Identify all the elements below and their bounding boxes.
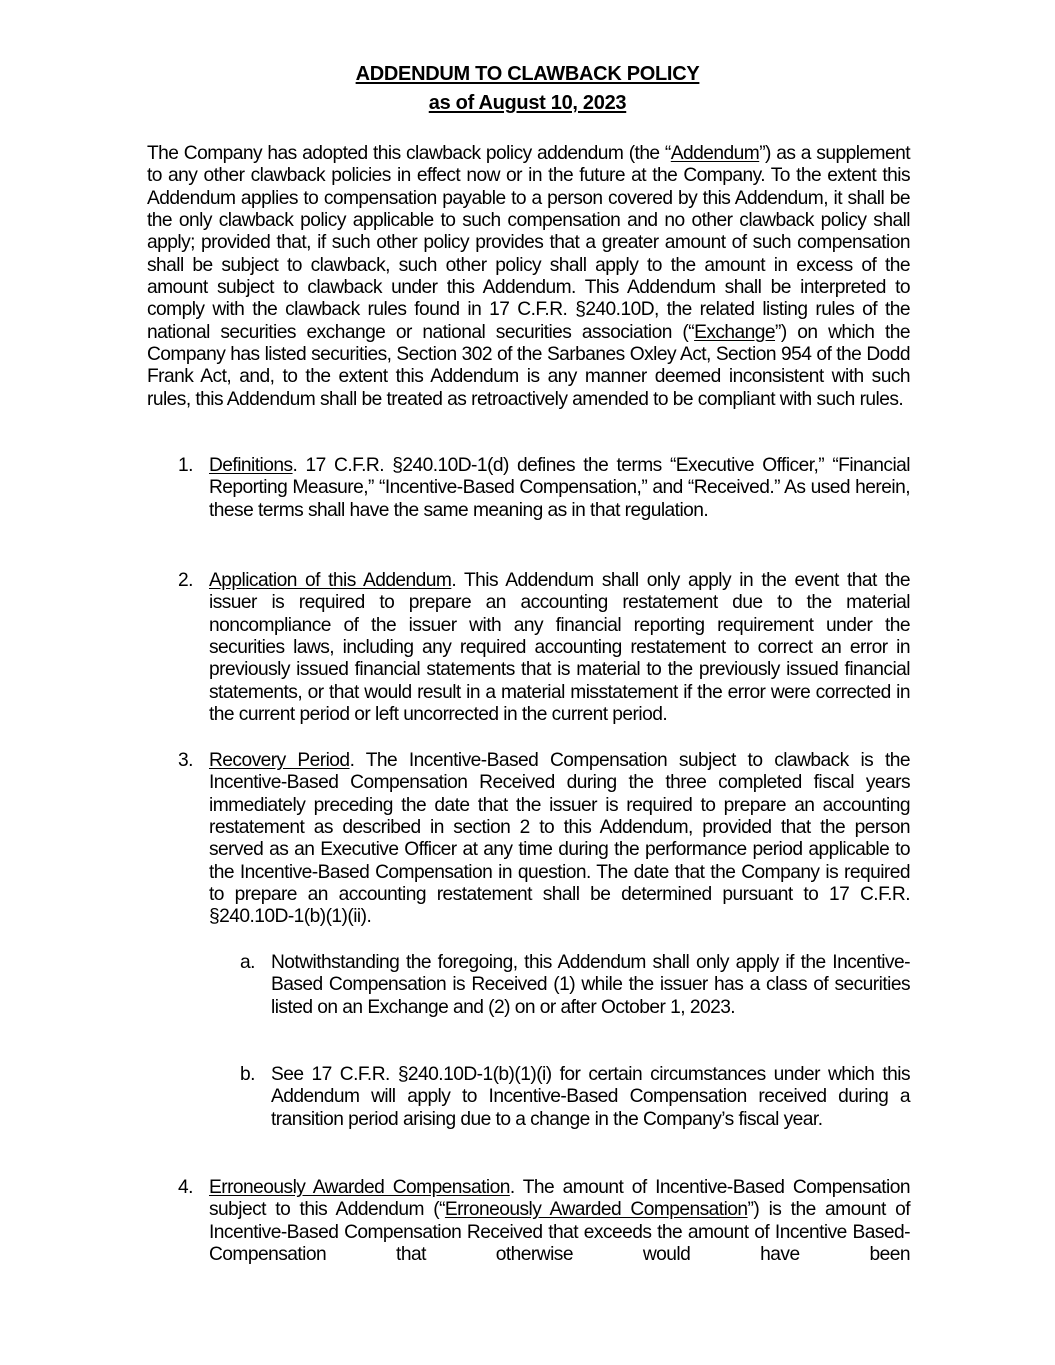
section-body: [209, 750, 910, 929]
subsection-text: See 17 C.F.R. §240.10D-1(b)(1)(i) for certain circumstances under which this Addendum will apply to Incentive-Based Compensation received during a transition period arising due to a change in the Company’s fiscal year.: [271, 1064, 910, 1130]
intro-text-2: ”) as a supplement to any other clawback policies in effect now or in the future at the Company. To the extent this Addendum applies to compensation payable to a person covered by this Addendum, it shall be the only clawback policy applicable to such compensation and no other clawback policy shall apply; provided that, if such other policy provides that a greater amount of such compensation shall be subject to clawback, such other policy shall apply to the amount in excess of the amount subject to clawback under this Addendum. This Addendum shall be interpreted to comply with the clawback rules found in 17 C.F.R. §240.10D, the related listing rules of the national securities exchange or national securities association (“: [147, 143, 910, 343]
section-4: [178, 1177, 910, 1266]
section-3: [178, 750, 910, 929]
subsection-3a: [240, 952, 910, 1019]
section-text: . This Addendum shall only apply in the event that the issuer is required to prepare an accounting restatement due to the material noncompliance of the issuer with any financial reporting requirement under the securities laws, including any required accounting restatement to correct an error in previously issued financial statements that is material to the previously issued financial statements, or that would result in a material misstatement if the error were corrected in the current period or left uncorrected in the current period.: [209, 570, 910, 726]
document-title: [0, 63, 1055, 86]
intro-text-3: ”) on which the Company has listed securities, Section 302 of the Sarbanes Oxley Act, Section 954 of the Dodd Frank Act, and, to the extent this Addendum is any manner deemed inconsistent with such rules, this Addendum shall be treated as retroactively amended to be compliant with such rules.: [147, 321, 911, 410]
intro-paragraph: [147, 143, 910, 411]
subsection-letter: b.: [240, 1064, 255, 1085]
section-body: [209, 1177, 910, 1266]
section-2: [178, 570, 910, 726]
section-heading: Application of this Addendum: [209, 570, 452, 591]
defined-term-erroneously-awarded: Erroneously Awarded Compensation: [444, 1199, 748, 1221]
section-text: . The Incentive-Based Compensation subject to clawback is the Incentive-Based Compensation Received during the three completed fiscal years immediately preceding the date that the issuer is required to prepare an accounting restatement as described in section 2 to this Addendum, provided that the person served as an Executive Officer at any time during the performance period applicable to the Incentive-Based Compensation in question. The date that the Company is required to prepare an accounting restatement shall be determined pursuant to 17 C.F.R. §240.10D-1(b)(1)(ii).: [209, 750, 911, 928]
section-number: 2.: [178, 570, 193, 591]
section-number: 1.: [178, 455, 193, 476]
subsection-letter: a.: [240, 952, 255, 973]
section-heading: Definitions: [209, 455, 293, 476]
subsection-3b: [240, 1064, 910, 1131]
intro-text-1: The Company has adopted this clawback policy addendum (the “: [147, 143, 671, 164]
section-heading: Erroneously Awarded Compensation: [209, 1177, 510, 1198]
section-text: . 17 C.F.R. §240.10D-1(d) defines the terms “Executive Officer,” “Financial Reporting Measure,” “Incentive-Based Compensation,” and “Received.” As used herein, these terms shall have the same meaning as in that regulation.: [209, 455, 910, 521]
section-body: [209, 570, 910, 726]
section-text: . The amount of Incentive-Based Compensation subject to this Addendum (“: [209, 1177, 911, 1221]
section-heading: Recovery Period: [209, 750, 350, 771]
section-number: 4.: [178, 1177, 193, 1198]
document-subtitle: [0, 92, 1055, 115]
section-1: [178, 455, 910, 522]
subsection-text: Notwithstanding the foregoing, this Addendum shall only apply if the Incentive-Based Compensation is Received (1) while the issuer has a class of securities listed on an Exchange and (2) on or after October 1, 2023.: [271, 952, 910, 1018]
defined-term-exchange: Exchange: [694, 321, 776, 343]
section-body: [209, 455, 910, 522]
defined-term-addendum: Addendum: [670, 143, 760, 164]
section-text-continued: ”) is the amount of Incentive-Based Compensation Received that exceeds the amount of Incentive Based-Compensation that otherwise would have been: [209, 1199, 910, 1266]
document-subtitle-text: as of August 10, 2023: [428, 92, 627, 114]
section-number: 3.: [178, 750, 193, 771]
document-title-text: ADDENDUM TO CLAWBACK POLICY: [355, 63, 700, 85]
